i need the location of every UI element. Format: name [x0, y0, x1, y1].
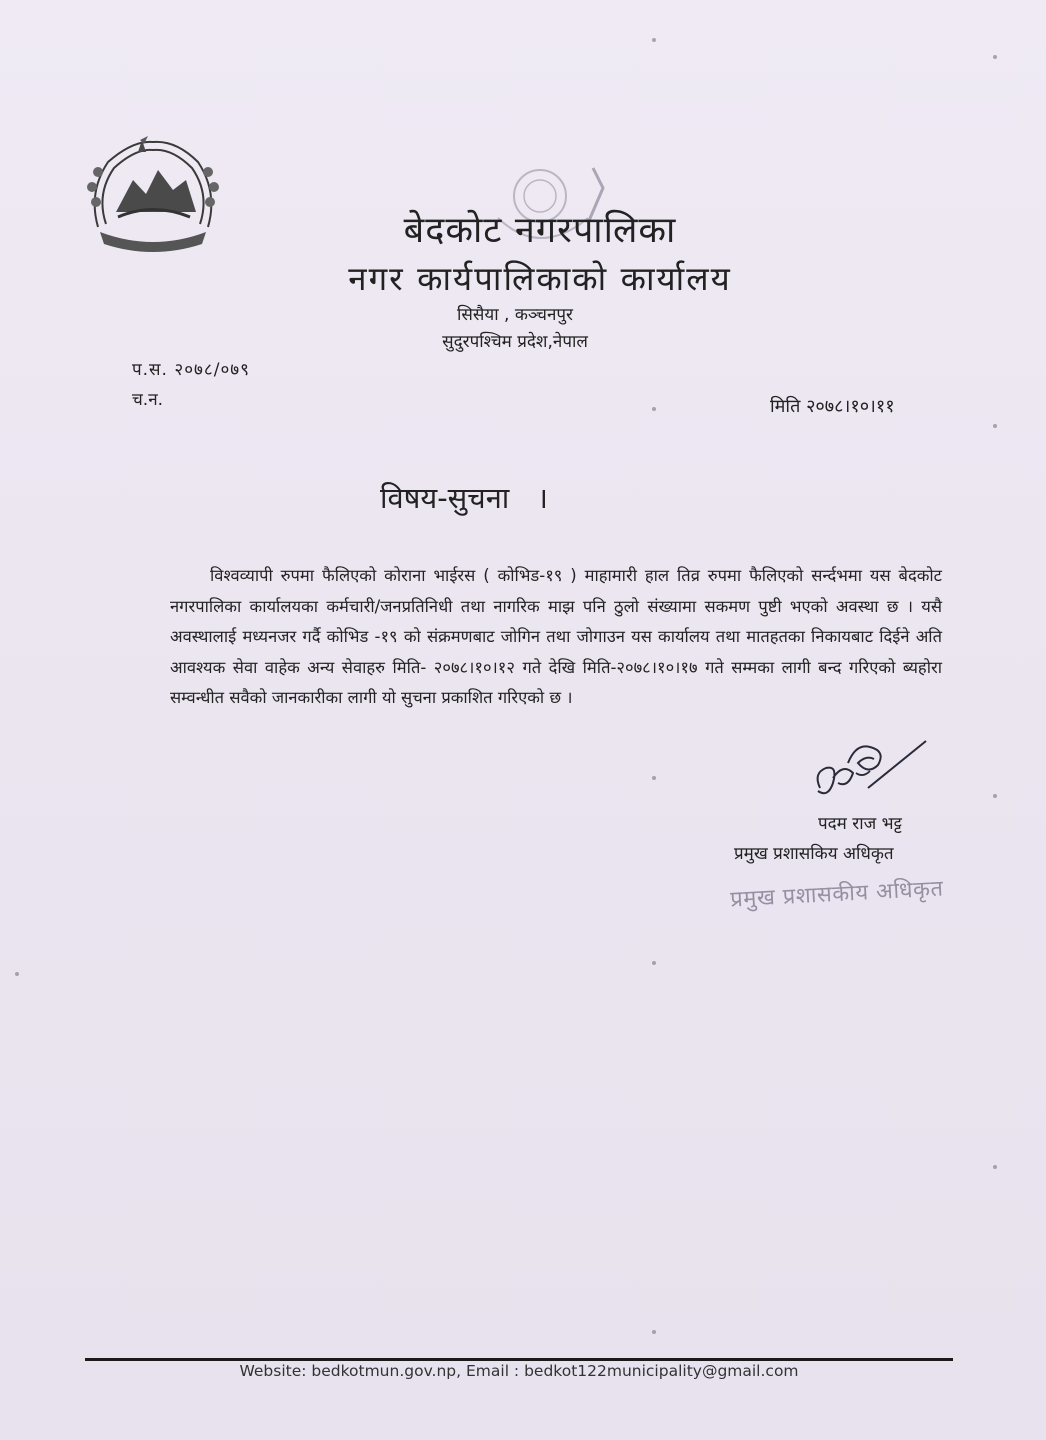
footer-divider	[85, 1358, 953, 1361]
official-stamp: प्रमुख प्रशासकीय अधिकृत	[729, 876, 945, 913]
scan-speck	[15, 972, 19, 976]
municipality-name: बेदकोट नगरपालिका	[403, 210, 677, 251]
footer-contact: Website: bedkotmun.gov.np, Email : bedkot122municipality@gmail.com	[239, 1362, 799, 1380]
scan-speck	[993, 1165, 997, 1169]
scan-speck	[652, 38, 656, 42]
address-line-1: सिसैया , कञ्चनपुर	[456, 305, 574, 325]
scan-speck	[652, 776, 656, 780]
signatory-name: पदम राज भट्ट	[818, 814, 902, 834]
scan-speck	[652, 961, 656, 965]
office-name: नगर कार्यपालिकाको कार्यालय	[348, 259, 732, 298]
scan-speck	[652, 1330, 656, 1334]
scan-speck	[652, 407, 656, 411]
address-line-2: सुदुरपश्चिम प्रदेश,नेपाल	[442, 332, 588, 352]
notice-body: विश्वव्यापी रुपमा फैलिएको कोराना भाईरस ( कोभिड-१९ ) माहामारी हाल तिव्र रुपमा फैलिएको सर्न्दभमा यस बेदकोट नगरपालिका कार्यालयका कर्मचारी/जनप्रतिनिधी तथा नागरिक माझ पनि ठुलो संख्यामा सकमण पुष्टी भएको अवस्था छ । यसै अवस्थालाई मध्यनजर गर्दै कोभिड -१९ को संक्रमणबाट जोगिन तथा जोगाउन यस कार्यालय तथा मातहतका निकायबाट दिईने अति आवश्यक सेवा वाहेक अन्य सेवाहरु मिति- २०७८।१०।१२ गते देखि मिति-२०७८।१०।१७ गते सम्मका लागी बन्द गरिएको ब्यहोरा सम्वन्धीत सवैको जानकारीका लागी यो सुचना प्रकाशित गरिएको छ ।	[170, 566, 942, 708]
notice-date: मिति २०७८।१०।११	[770, 396, 895, 417]
subject-heading: विषय-सुचना ।	[380, 481, 548, 515]
dispatch-number: च.न.	[132, 390, 164, 410]
signatory-title: प्रमुख प्रशासकिय अधिकृत	[734, 844, 894, 864]
scan-speck	[993, 55, 997, 59]
scan-speck	[993, 794, 997, 798]
nepal-emblem-icon	[78, 132, 228, 257]
scan-speck	[993, 424, 997, 428]
signature-icon	[808, 733, 933, 813]
reference-number: प.स. २०७८/०७९	[132, 360, 250, 380]
